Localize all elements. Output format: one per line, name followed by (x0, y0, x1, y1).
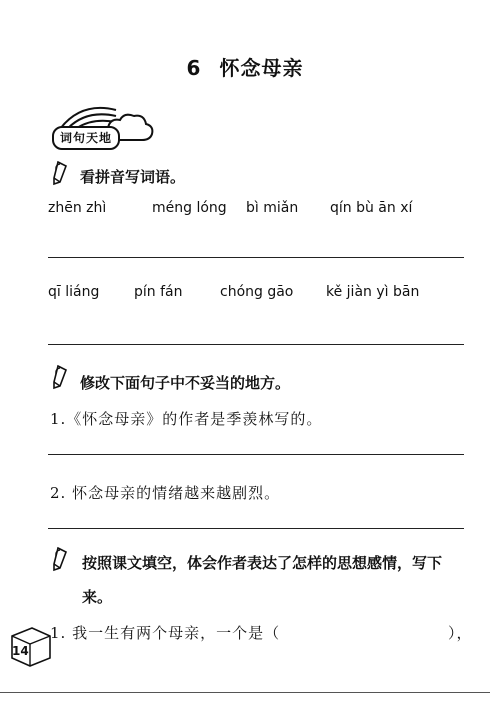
page-number: 14 (12, 644, 29, 658)
pinyin-item: zhēn zhì (48, 200, 107, 216)
task2-heading: 修改下面句子中不妥当的地方。 (80, 374, 291, 392)
fill-blank-close: ）， (448, 624, 473, 642)
pinyin-item: bì miǎn (246, 200, 299, 216)
bottom-rule (0, 692, 490, 693)
pinyin-item: qī liáng (48, 284, 100, 300)
pencil-icon (52, 364, 70, 390)
sentence-2: 2. 怀念母亲的情绪越来越剧烈。 (50, 484, 281, 502)
sentence-1: 1.《怀念母亲》的作者是季羡林写的。 (50, 410, 323, 428)
pinyin-item: kě jiàn yì bān (326, 284, 420, 300)
lesson-name: 怀念母亲 (219, 56, 304, 80)
section-badge: 词句天地 (52, 126, 120, 150)
task1-heading: 看拼音写词语。 (80, 168, 186, 186)
pinyin-item: méng lóng (152, 200, 227, 216)
fill-blank-item-1: 1. 我一生有两个母亲，一个是（ (50, 624, 281, 642)
lesson-number: 6 (186, 56, 202, 80)
pinyin-item: chóng gāo (220, 284, 294, 300)
answer-line[interactable] (48, 257, 464, 258)
answer-line[interactable] (48, 454, 464, 455)
pencil-icon (52, 160, 70, 186)
answer-line[interactable] (48, 344, 464, 345)
pinyin-item: qín bù ān xí (330, 200, 413, 216)
pencil-icon (52, 546, 70, 572)
answer-line[interactable] (48, 528, 464, 529)
pinyin-item: pín fán (134, 284, 183, 300)
task3-heading: 按照课文填空，体会作者表达了怎样的思想感情，写下来。 (82, 554, 443, 606)
lesson-title (0, 52, 490, 81)
